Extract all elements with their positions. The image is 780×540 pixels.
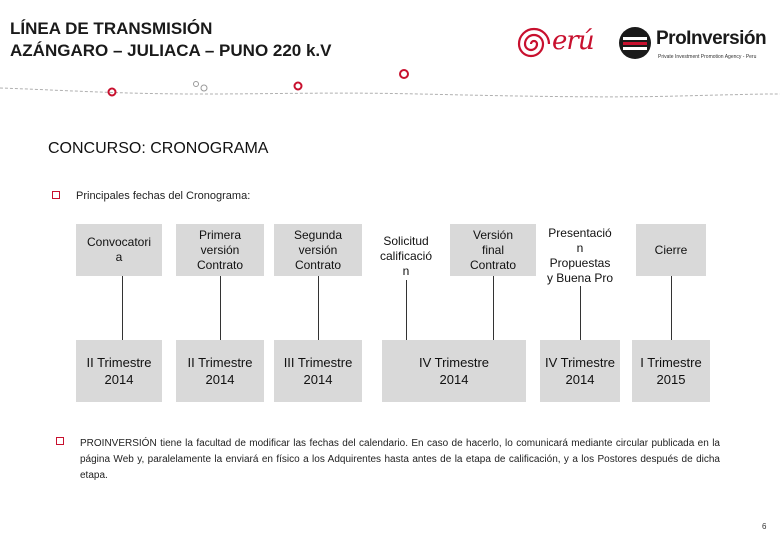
bullet-square-icon	[52, 191, 60, 199]
proinversion-tagline: Private Investment Promotion Agency - Peru	[658, 54, 757, 60]
period-line: 2015	[656, 372, 686, 387]
period-line: 2014	[104, 372, 134, 387]
phase-line: versión	[298, 242, 338, 257]
period-line: II Trimestre	[86, 355, 152, 370]
connector-line	[122, 276, 123, 340]
schedule-note: PROINVERSIÓN tiene la facultad de modificar las fechas del calendario. En caso de hacerlo, lo comunicará mediante circular publicada en la página Web y, paralelamente la enviará en físico a los Adquirentes hasta antes de la etapa de calificación, y a los Postores después de dicha etapa.	[80, 438, 720, 481]
connector-line	[318, 276, 319, 340]
peru-logo-text: erú	[552, 26, 594, 56]
connector-line	[493, 276, 494, 340]
connector-line	[220, 276, 221, 340]
phase-line: Cierre	[654, 242, 688, 257]
page-number: 6	[762, 522, 767, 531]
period-line: 2014	[303, 372, 333, 387]
period-box	[274, 340, 362, 402]
phase-line: Contrato	[294, 257, 341, 272]
period-line: III Trimestre	[283, 355, 353, 370]
proinversion-emblem-icon	[618, 26, 652, 60]
decorative-line-icon	[0, 64, 780, 112]
schedule-intro: Principales fechas del Cronograma:	[76, 190, 251, 202]
period-box	[76, 340, 162, 402]
phase-line: Segunda	[293, 227, 343, 242]
phase-line: n	[402, 263, 410, 278]
peru-spiral-icon	[512, 22, 556, 66]
phase-line: n	[576, 241, 584, 255]
period-box	[540, 340, 620, 402]
connector-line	[580, 286, 581, 340]
phase-line: y Buena Pro	[546, 271, 614, 285]
phase-line: Solicitud	[383, 233, 429, 248]
period-line: II Trimestre	[187, 355, 253, 370]
phase-line: Propuestas	[549, 256, 611, 270]
period-line: IV Trimestre	[544, 355, 616, 370]
phase-line: final	[481, 242, 504, 257]
period-line: 2014	[565, 372, 595, 387]
bullet-square-icon	[56, 437, 64, 445]
connector-line	[671, 276, 672, 340]
period-line: 2014	[439, 372, 469, 387]
phase-box	[366, 232, 446, 280]
title-line-2: AZÁNGARO – JULIACA – PUNO 220 k.V	[10, 41, 332, 60]
period-line: I Trimestre	[640, 355, 702, 370]
phase-line: Convocatori	[86, 235, 152, 249]
phase-box	[450, 224, 536, 276]
peru-logo	[512, 22, 608, 68]
phase-box	[536, 226, 624, 286]
period-box	[176, 340, 264, 402]
connector-line	[406, 280, 407, 340]
period-line: IV Trimestre	[418, 355, 490, 370]
title-line-1: LÍNEA DE TRANSMISIÓN	[10, 19, 213, 38]
phase-box	[76, 224, 162, 276]
phase-line: versión	[200, 242, 240, 257]
phase-box	[176, 224, 264, 276]
proinversion-logo-text: ProInversión	[656, 28, 767, 49]
phase-box	[636, 224, 706, 276]
phase-box	[274, 224, 362, 276]
phase-line: Contrato	[196, 257, 244, 272]
section-subtitle: CONCURSO: CRONOGRAMA	[48, 140, 269, 157]
phase-line: Primera	[198, 227, 241, 242]
phase-line: Versión	[472, 227, 514, 242]
phase-line: Presentació	[548, 226, 612, 240]
period-box	[382, 340, 526, 402]
slide-title	[10, 18, 332, 62]
period-line: 2014	[205, 372, 235, 387]
phase-line: a	[115, 250, 123, 264]
phase-line: Contrato	[469, 257, 517, 272]
period-box	[632, 340, 710, 402]
proinversion-logo	[618, 22, 768, 68]
phase-line: calificació	[379, 248, 433, 263]
